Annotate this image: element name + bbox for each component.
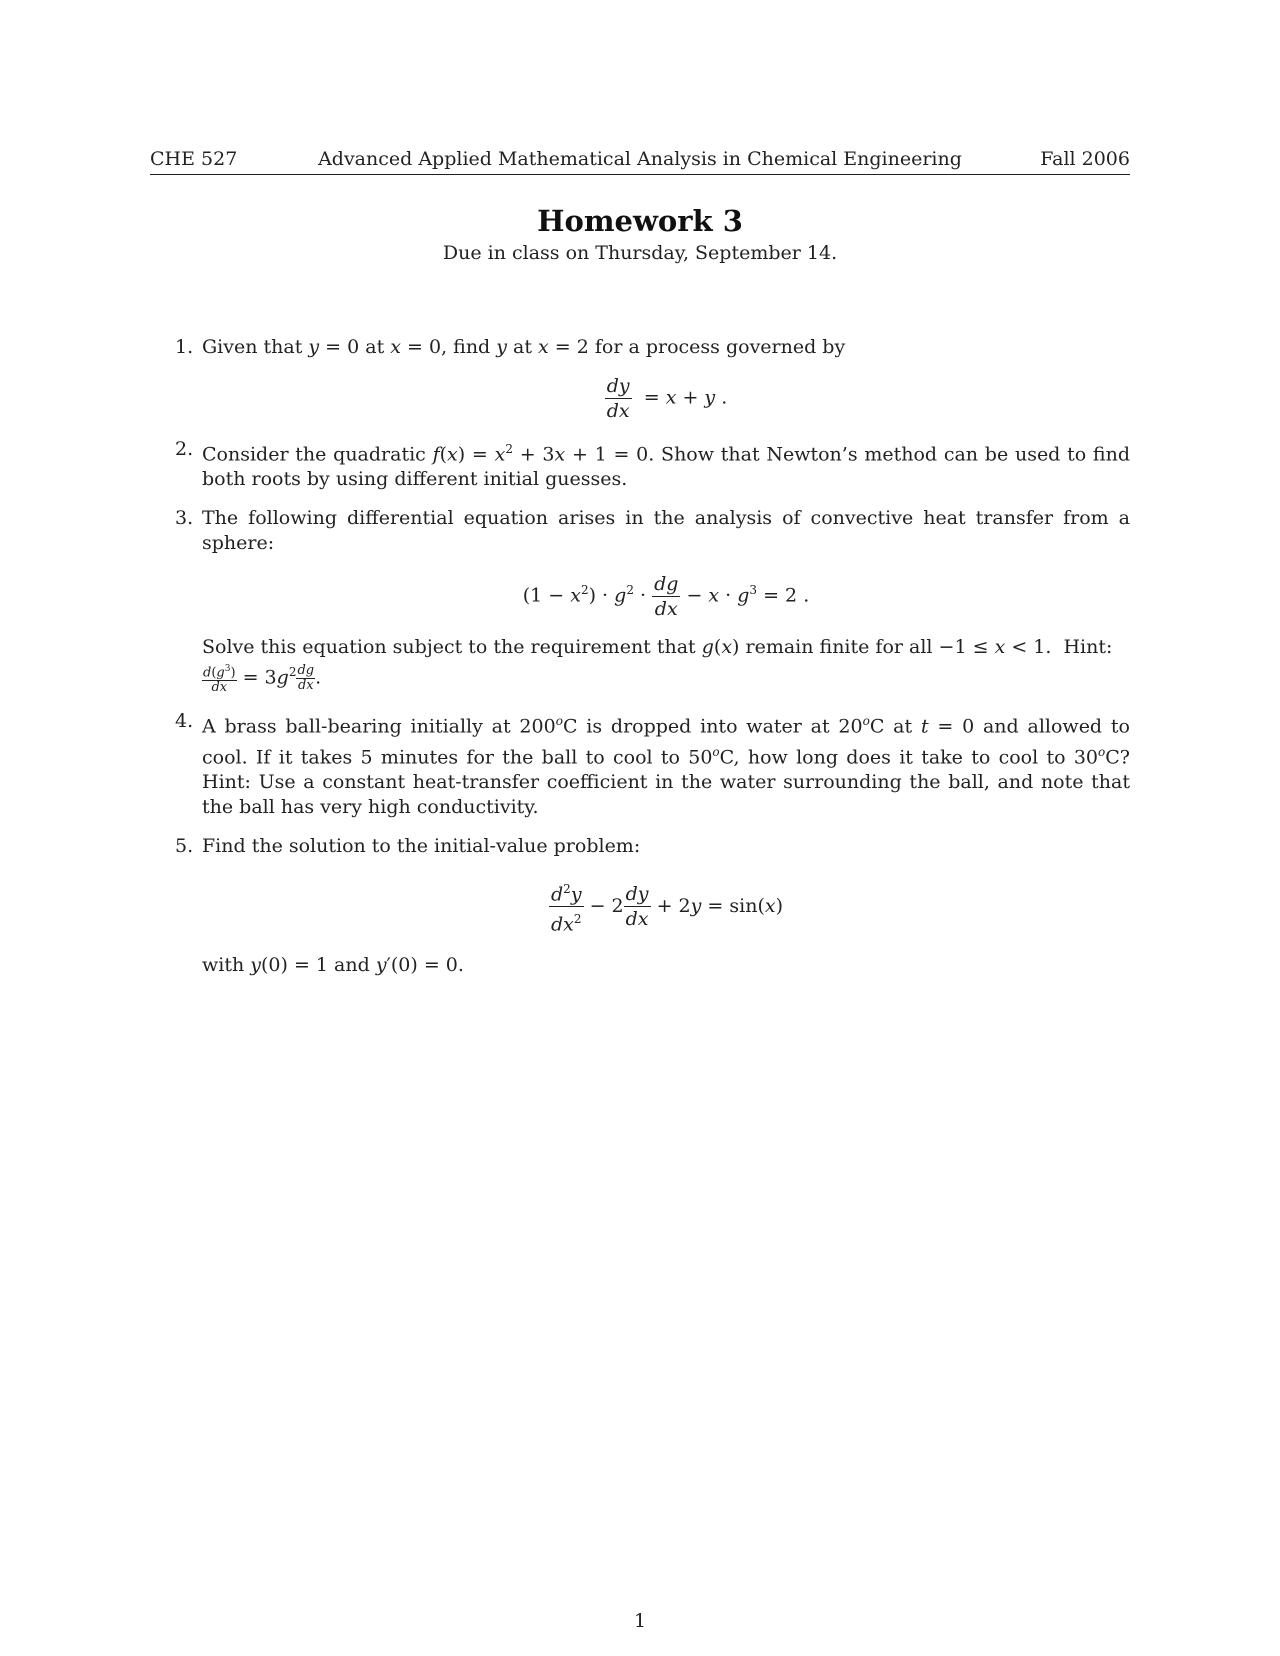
problem-list [150, 335, 1130, 978]
problem-5 [150, 834, 1130, 978]
due-date: Due in class on Thursday, September 14. [442, 242, 838, 264]
problem-number: 2. [175, 438, 194, 460]
problem-3 [150, 506, 1130, 695]
problem-text: Given that y = 0 at x = 0, find y at x = 2 for a process governed by [202, 336, 846, 358]
problem-text-continued: Solve this equation subject to the requirement that g(x) remain finite for all −1 ≤ x < 1. Hint: $\frac{d(g^3)}{dx}$ = $3g^2$ $\frac{dg}{dx}$ . [202, 636, 1113, 696]
problem-equation: $\frac{d^2y}{dx^2}$ − 2 $\frac{dy}{dx}$ + 2y = sin(x) [202, 877, 1130, 937]
problem-number: 3. [175, 507, 194, 530]
page-title: Homework 3 [537, 204, 743, 238]
problem-text: Find the solution to the initial-value problem: [202, 834, 641, 857]
problem-number: 4. [175, 710, 194, 733]
problem-text: The following differential equation arises in the analysis of convective heat transfer from a sphere: [202, 507, 1130, 555]
problem-1 [150, 335, 1130, 423]
course-code: CHE 527 [150, 148, 238, 170]
page-number: 1 [633, 1610, 647, 1632]
term: Fall 2006 [1040, 148, 1130, 170]
problem-number: 1. [175, 336, 194, 358]
problem-equation: $(1 - x^2) \cdot g^2$ · $\frac{dg}{dx}$ − $x \cdot g^3 = 2$ . [522, 573, 810, 621]
problem-4 [150, 709, 1130, 820]
course-title: Advanced Applied Mathematical Analysis in Chemical Engineering [318, 148, 962, 170]
problem-text: Consider the quadratic $f(x) = x^2 + 3x + 1 = 0$. Show that Newton’s method can be used to find both roots by using different initial guesses. [202, 442, 1131, 491]
problem-number: 5. [175, 834, 194, 857]
problem-2 [150, 437, 1130, 492]
problem-text: A brass ball-bearing initially at 200$^o$C is dropped into water at 20$^o$C at t = 0 and allowed to cool. If it takes 5 minutes for the ball to cool to 50$^o$C, how long does it take to cool to 30$^o$C? Hint: Use a constant heat-transfer coefficient in the water surrounding the ball, and note that the ball has very high conductivity. [202, 714, 1130, 818]
problem-equation: $\frac{dy}{dx}$ = x + y . [606, 375, 728, 422]
problem-text-continued: with y(0) = 1 and y′(0) = 0. [202, 953, 464, 976]
running-header [150, 146, 1130, 175]
